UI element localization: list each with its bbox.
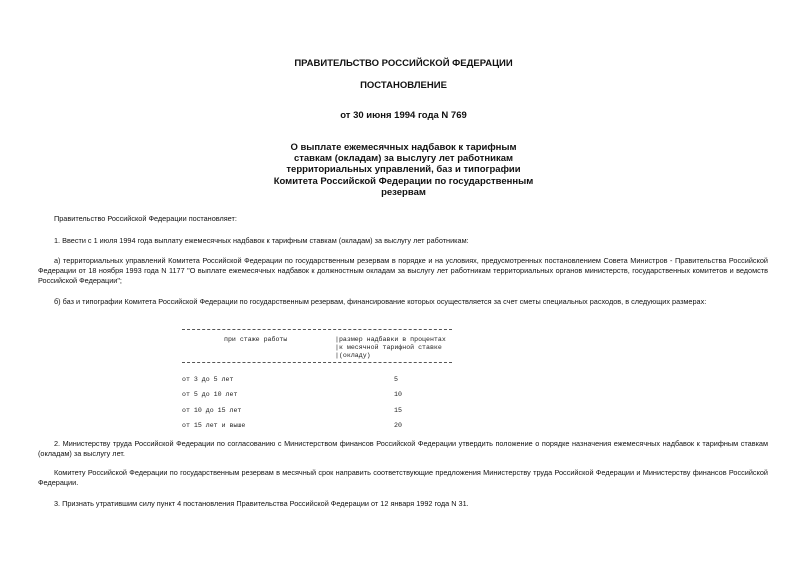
table-row-value: 15 xyxy=(394,407,402,414)
table-row-label: от 15 лет и выше xyxy=(182,422,246,429)
title-line: Комитета Российской Федерации по государственным xyxy=(273,175,534,187)
paragraph-3: 3. Признать утратившим силу пункт 4 постановления Правительства Российской Федерации от 12 января 1992 года N 31. xyxy=(54,499,469,508)
paragraph-1b: б) баз и типографии Комитета Российской Федерации по государственным резервам, финансирование которых осуществляется за счет сметы специальных расходов, в следующих размерах: xyxy=(54,297,707,306)
document-type: ПОСТАНОВЛЕНИЕ xyxy=(360,80,447,91)
government-heading: ПРАВИТЕЛЬСТВО РОССИЙСКОЙ ФЕДЕРАЦИИ xyxy=(294,58,513,69)
table-header-bonus-1: |размер надбавки в процентах xyxy=(335,336,446,343)
table-header-bonus-3: |(окладу) xyxy=(335,352,371,359)
title-line: О выплате ежемесячных надбавок к тарифным xyxy=(290,142,517,153)
table-header-rule xyxy=(182,362,452,363)
table-row-value: 10 xyxy=(394,391,402,398)
title-line: территориальных управлений, баз и типографии xyxy=(286,164,521,176)
document-title xyxy=(230,142,577,198)
table-row-label: от 5 до 10 лет xyxy=(182,391,238,398)
table-row-value: 5 xyxy=(394,376,398,383)
title-line: ставкам (окладам) за выслугу лет работникам xyxy=(293,153,514,165)
intro-paragraph: Правительство Российской Федерации постановляет: xyxy=(54,214,237,223)
paragraph-1a: а) территориальных управлений Комитета Российской Федерации по государственным резервам в порядке и на условиях, предусмотренных постановлением Совета Министров - Правительства Российской Федерации от 18 ноября 1993 года N 1177 "О выплате ежемесячных надбавок к должностным окладам за выслугу лет работникам территориальных органов министерств, государственных комитетов и ведомств Российской Федерации"; xyxy=(38,256,768,285)
table-header-experience: при стаже работы xyxy=(224,336,288,343)
table-top-rule xyxy=(182,329,452,330)
paragraph-1: 1. Ввести с 1 июля 1994 года выплату ежемесячных надбавок к тарифным ставкам (окладам) за выслугу лет работникам: xyxy=(54,236,469,245)
document-date-number: от 30 июня 1994 года N 769 xyxy=(340,110,467,121)
paragraph-2: 2. Министерству труда Российской Федерации по согласованию с Министерством финансов Российской Федерации утвердить положение о порядке назначения ежемесячных надбавок к тарифным ставкам (окладам) за выслугу лет. xyxy=(38,439,768,458)
paragraph-2b: Комитету Российской Федерации по государственным резервам в месячный срок направить соответствующие предложения Министерству труда Российской Федерации и Министерству финансов Российской Федерации. xyxy=(38,468,768,487)
table-header-bonus-2: |к месячной тарифной ставке xyxy=(335,344,442,351)
table-row-value: 20 xyxy=(394,422,402,429)
table-row-label: от 3 до 5 лет xyxy=(182,376,234,383)
title-line: резервам xyxy=(381,186,426,198)
table-row-label: от 10 до 15 лет xyxy=(182,407,242,414)
